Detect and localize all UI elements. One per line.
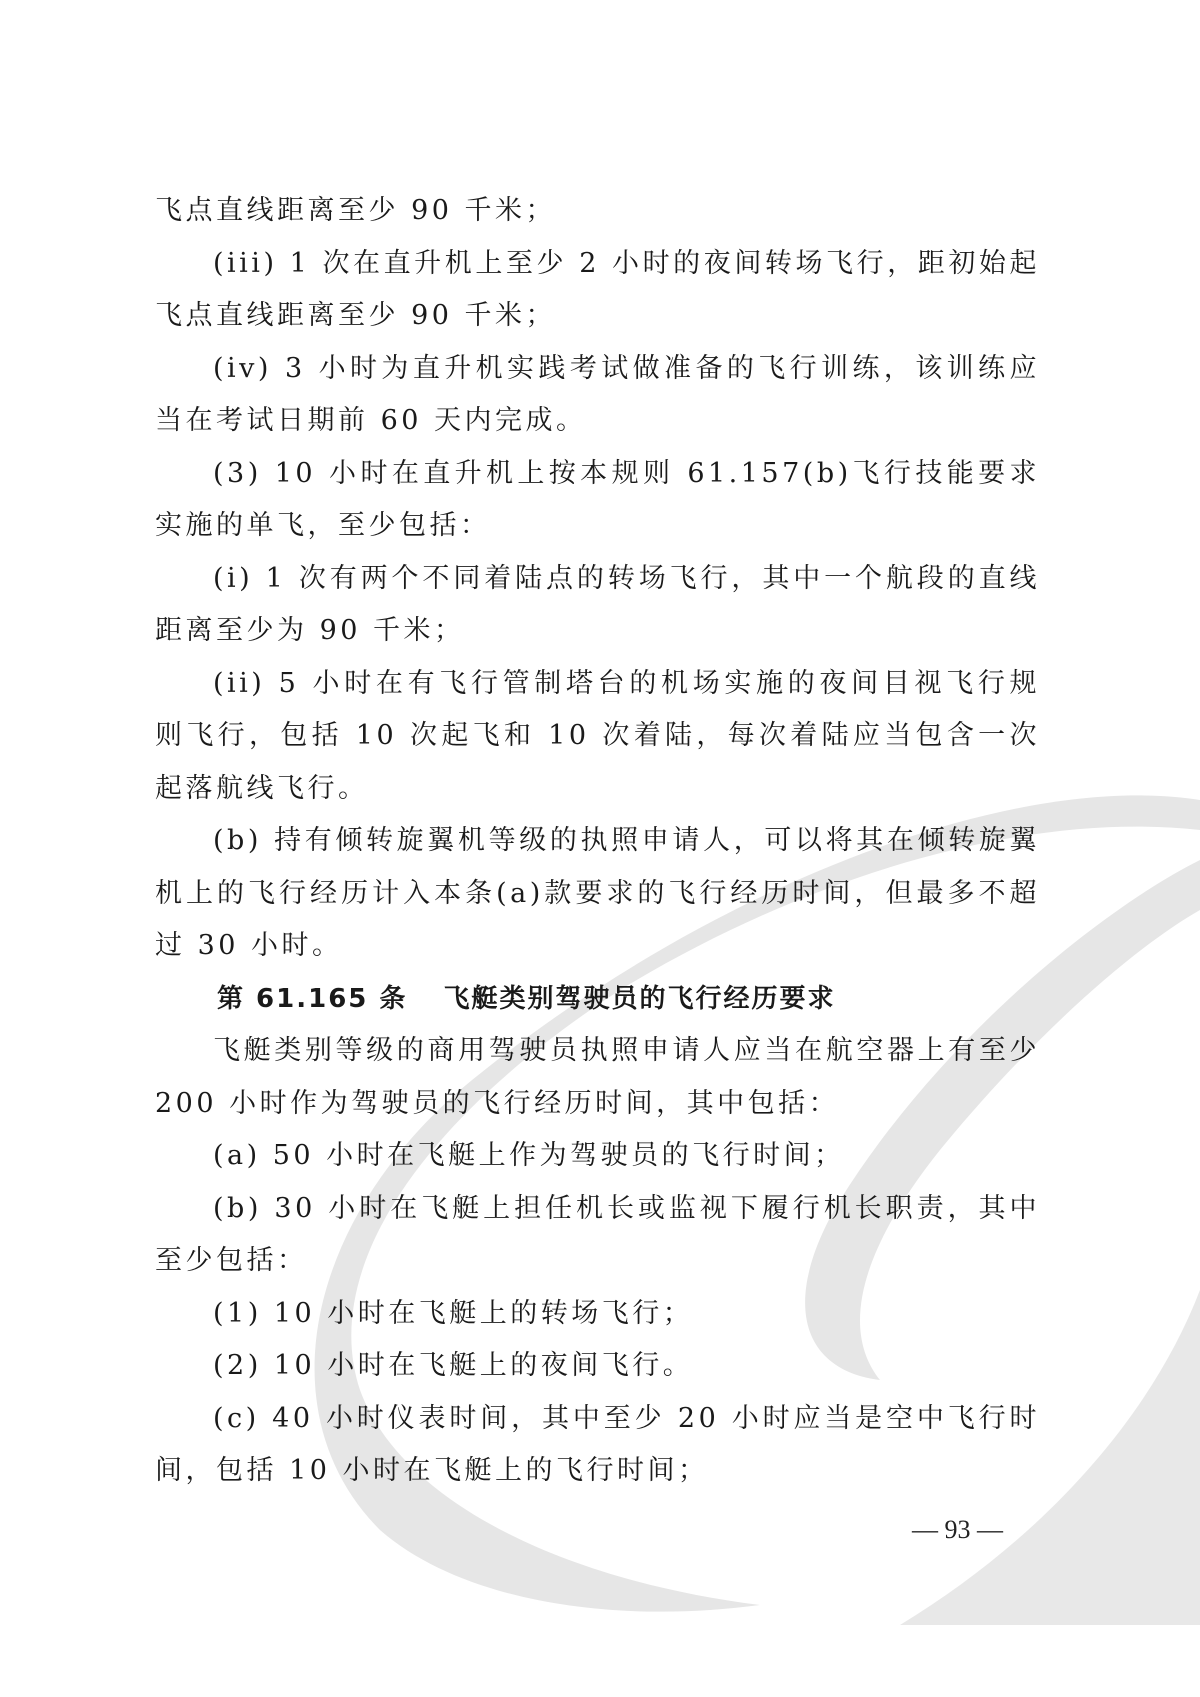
document-body	[155, 185, 1040, 1498]
paragraph: 飞艇类别等级的商用驾驶员执照申请人应当在航空器上有至少 200 小时作为驾驶员的飞行经历时间，其中包括：	[155, 1035, 1040, 1119]
paragraph: (b) 持有倾转旋翼机等级的执照申请人，可以将其在倾转旋翼机上的飞行经历计入本条(a)款要求的飞行经历时间，但最多不超过 30 小时。	[155, 825, 1040, 961]
paragraph: (2) 10 小时在飞艇上的夜间飞行。	[213, 1350, 694, 1381]
paragraph: (a) 50 小时在飞艇上作为驾驶员的飞行时间；	[213, 1140, 845, 1171]
paragraph: (i) 1 次有两个不同着陆点的转场飞行，其中一个航段的直线距离至少为 90 千米；	[155, 562, 1040, 646]
paragraph: (ii) 5 小时在有飞行管制塔台的机场实施的夜间目视飞行规则飞行，包括 10 次起飞和 10 次着陆，每次着陆应当包含一次起落航线飞行。	[155, 667, 1040, 804]
paragraph: (c) 40 小时仪表时间，其中至少 20 小时应当是空中飞行时间，包括 10 小时在飞艇上的飞行时间；	[155, 1402, 1040, 1486]
section-heading	[155, 973, 1040, 1026]
paragraph: (b) 30 小时在飞艇上担任机长或监视下履行机长职责，其中至少包括：	[155, 1192, 1040, 1276]
section-title: 飞艇类别驾驶员的飞行经历要求	[443, 983, 836, 1014]
section-number: 第 61.165 条	[217, 983, 408, 1014]
paragraph: (iv) 3 小时为直升机实践考试做准备的飞行训练，该训练应当在考试日期前 60 天内完成。	[155, 352, 1040, 436]
paragraph: (iii) 1 次在直升机上至少 2 小时的夜间转场飞行，距初始起飞点直线距离至少 90 千米；	[155, 247, 1040, 331]
paragraph: (3) 10 小时在直升机上按本规则 61.157(b)飞行技能要求实施的单飞，至少包括：	[155, 457, 1040, 541]
page-number: — 93 —	[912, 1515, 1003, 1544]
paragraph: (1) 10 小时在飞艇上的转场飞行；	[213, 1297, 694, 1329]
paragraph: 飞点直线距离至少 90 千米；	[155, 195, 557, 226]
